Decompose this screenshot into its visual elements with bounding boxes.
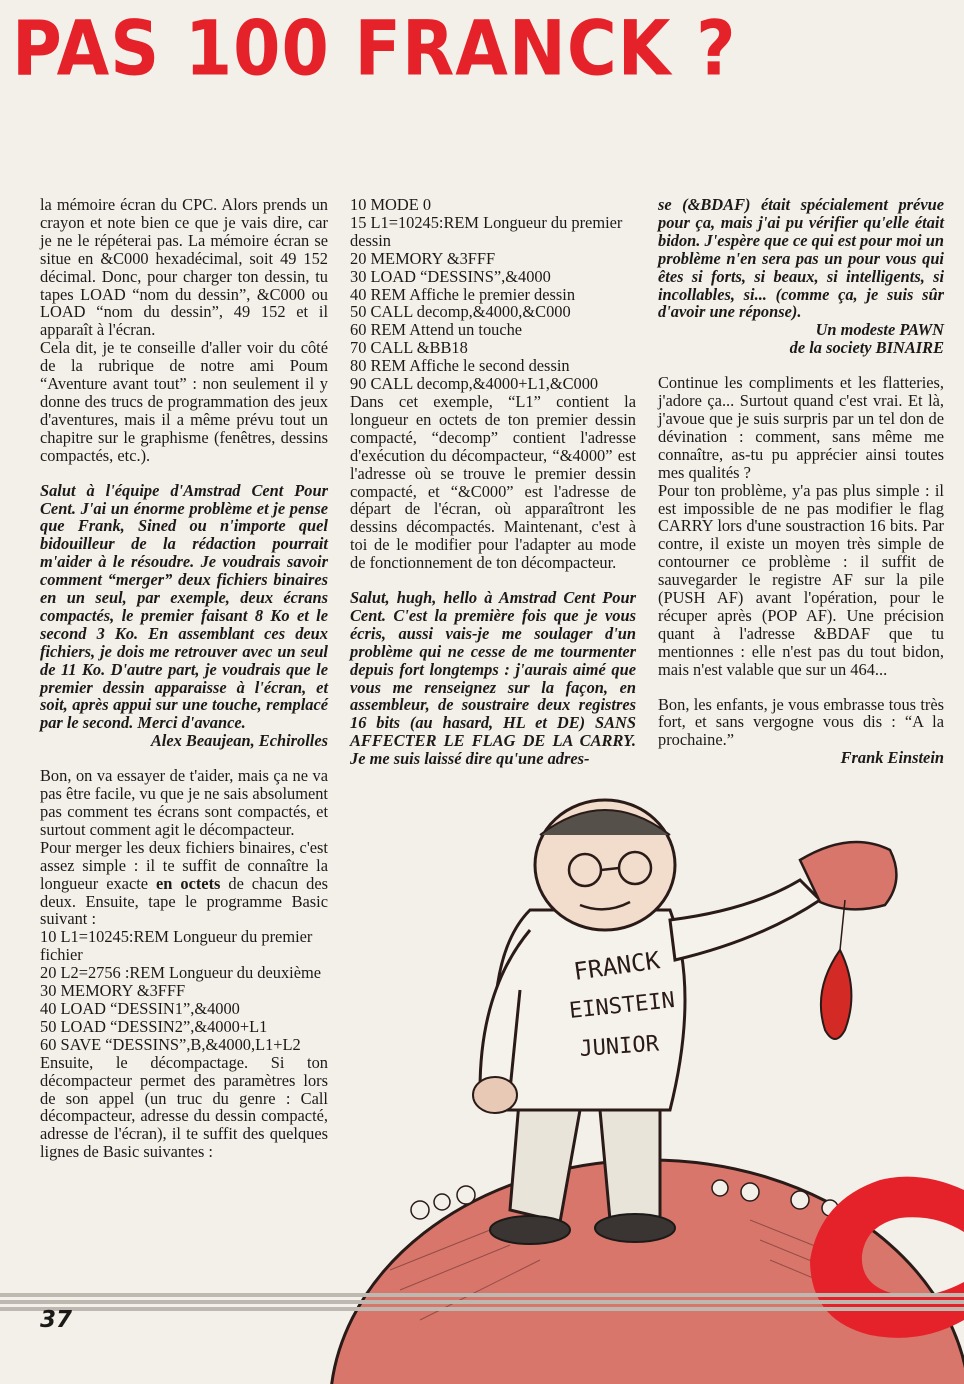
basic-line: 20 MEMORY &3FFF [350,248,496,268]
shirt-text-line: EINSTEIN [568,988,677,1024]
paragraph: Cela dit, je te conseille d'aller voir du côté de la rubrique de notre ami Poum “Aventure avant tout” : non seulement il y donne des trucs de programmation des jeux d'aventures, mais il a même prévu tout un chapitre sur le graphisme (fenêtres, dessins compactés, etc.). [40,338,328,465]
page-number: 37 [40,1307,73,1333]
footer-rule [0,1293,964,1317]
letter-signature: Alex Beaujean, Echirolles [150,731,328,751]
text-run: de chacun des deux. Ensuite, tape le programme Basic suivant : [40,873,329,929]
text-run: Pour merger les deux fichiers binaires, c'est assez simple : il te suffit de connaître la longueur exacte [40,837,328,893]
letter-signature: de la society BINAIRE [789,338,944,358]
shirt-text-line: FRANCK [571,946,662,986]
basic-line: 30 LOAD “DESSINS”,&4000 [350,266,551,286]
reader-letter: se (&BDAF) était spécialement prévue pour ça, mais j'ai pu vérifier qu'elle était bidon. J'espère que ce qui est pour moi un problème n'en sera pas un pour vous qui êtes si forts, si beaux, si intelligents, si incollables, si... (comme ça, je suis sûr d'avoir une réponse). [658,195,944,322]
basic-line: 50 CALL decomp,&4000,&C000 [350,302,571,322]
basic-line: 50 LOAD “DESSIN2”,&4000+L1 [40,1016,268,1036]
emphasis: en octets [156,873,221,893]
reply-paragraph: Ensuite, le décompactage. Si ton décompacteur permet des paramètres lors de son appel (un truc du genre : Call décompacteur, adresse du dessin compacté, adresse de l'écran), il te suffit des quelques lignes de Basic suivantes : [40,1052,328,1162]
paragraph: la mémoire écran du CPC. Alors prends un crayon et note bien ce que je vais dire, car je ne le répéterai pas. La mémoire écran se situe en &C000 hexadécimal, soit 49 152 décimal. Donc, pour charger ton dessin, tu tapes LOAD “nom du dessin”, &C000 ou LOAD “nom du dessin”, 49 152 et il apparaît à l'écran. [40,195,328,340]
reply-paragraph: Dans cet exemple, “L1” contient la longueur en octets de ton premier dessin compacté, “decomp” contient l'adresse d'exécution du décompacteur, “&4000” est l'adresse où se trouve le premier dessin compacté, et “&C000” est l'adresse de départ de l'écran, où apparaîtront les dessins décompactés. Maintenant, c'est à toi de le modifier pour l'adapter au mode de fonctionnement de ton décompacteur. [350,391,636,573]
basic-line: 80 REM Affiche le second dessin [350,356,570,376]
reply-paragraph: Bon, on va essayer de t'aider, mais ça ne va pas être facile, vu que je ne sais absolument pas comment tes écrans sont compactés, et surtout comment agit le décompacteur. [40,766,328,839]
reader-letter: Salut, hugh, hello à Amstrad Cent Pour Cent. C'est la première fois que je vous écris, aussi vais-je me soulager d'un problème qui ne cesse de me tourmenter depuis fort longtemps : j'aurais aimé que vous me renseignez sur la façon, en assembleur, de soustraire deux registres 16 bits (au hasard, HL et DE) SANS AFFECTER LE FLAG DE LA CARRY. Je me suis laissé dire qu'une adres- [350,588,636,769]
letter-signature: Un modeste PAWN [815,320,944,340]
right-arm [670,880,820,960]
basic-line: 40 LOAD “DESSIN1”,&4000 [40,998,240,1018]
basic-line: 60 SAVE “DESSINS”,B,&4000,L1+L2 [40,1034,301,1054]
reply-paragraph: Pour ton problème, y'a pas plus simple : il est impossible de ne pas modifier le flag CARRY lors d'une soustraction 16 bits. Par contre, il existe un moyen très simple de contourner ce problème : il suffit de sauvegarder le registre AF sur la pile (PUSH AF) avant l'opération, pour le récuper après (POP AF). Une précision quant à l'adresse &BDAF que tu mentionnes : elle n'est pas du tout bidon, mais n'est valable que sur un 464... [658,480,944,679]
basic-line: 20 L2=2756 :REM Longueur du deuxième [40,963,322,983]
reader-letter: Salut à l'équipe d'Amstrad Cent Pour Cent. J'ai un énorme problème et je pense que Frank, Sined ou n'importe quel bidouilleur de la rédaction pourrait m'aider à le résoudre. Je voudrais savoir comment “merger” deux fichiers binaires en un seul, par exemple, deux écrans compactés, le premier faisant 8 Ko et le second 3 Ko. En assemblant ces deux fichiers, je dois me retrouver avec un seul de 11 Ko. D'autre part, je voudrais que le premier dessin apparaisse à l'écran, et soit, après appui sur une touche, remplacé par le second. Merci d'avance. [40,480,328,733]
basic-line: 60 REM Attend un touche [350,320,523,340]
column-2 [350,196,636,768]
reply-signature: Frank Einstein [840,748,944,768]
basic-line: 90 CALL decomp,&4000+L1,&C000 [350,374,599,394]
basic-line: 10 MODE 0 [350,195,432,214]
shirt-text-line: JUNIOR [578,1031,660,1062]
basic-line: 10 L1=10245:REM Longueur du premier fichier [40,927,313,965]
headline: PAS 100 FRANCK ? [12,4,737,94]
bomb [821,950,852,1039]
basic-line: 70 CALL &BB18 [350,338,468,358]
column-1 [40,196,328,1161]
reply-paragraph: Continue les compliments et les flatteries, j'adore ça... Surtout quand c'est vrai. Et là, j'avoue que je suis surpris par un tel don de dévination : comment, sans même me connaître, as-tu pu apprécier ainsi toutes mes qualités ? [658,373,944,482]
basic-line: 30 MEMORY &3FFF [40,981,186,1001]
basic-line: 40 REM Affiche le premier dessin [350,284,576,304]
basic-line: 15 L1=10245:REM Longueur du premier dessin [350,212,623,250]
reply-paragraph: Bon, les enfants, je vous embrasse tous très fort, et sans vergogne vous dis : “A la prochaine.” [658,694,944,750]
reply-paragraph [40,839,328,929]
column-3 [658,196,944,767]
